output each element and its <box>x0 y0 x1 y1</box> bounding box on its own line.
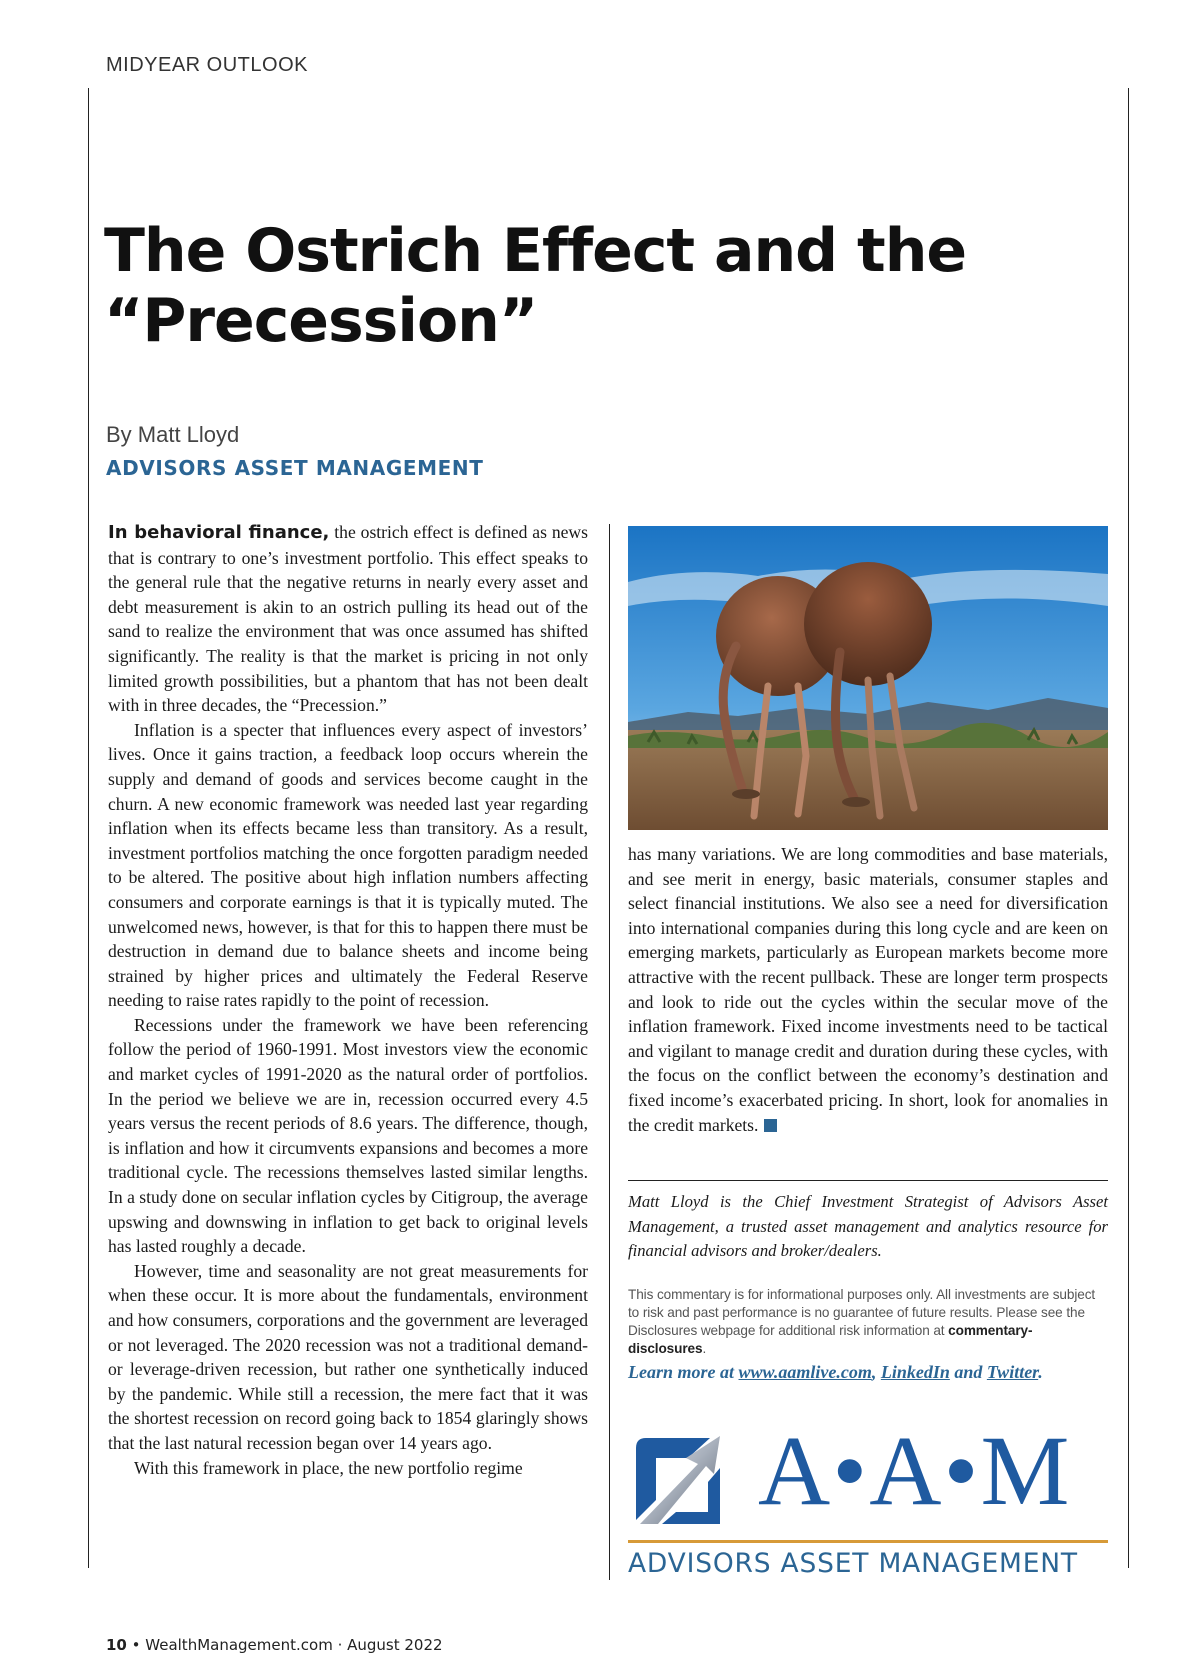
author-bio: Matt Lloyd is the Chief Investment Strategist of Advisors Asset Management, a trusted asset management and analytics resource for financial advisors and broker/dealers. <box>628 1192 1108 1261</box>
article-paragraph: However, time and seasonality are not great measurements for when these occur. It is more about the fundamentals, environment and how consumers, corporations and the government are leveraged or not leveraged. The 2020 recession was not a traditional demand- or leverage-driven recession, but rather one synthetically induced by the pandemic. While still a recession, the mere fact that it was the shortest recession on record going back to 1854 glaringly shows that the last natural recession began over 14 years ago. <box>108 1260 588 1453</box>
logo-letters: A•A•M <box>758 1415 1072 1526</box>
learn-more-line <box>628 1362 1108 1383</box>
paragraph-text: the ostrich effect is defined as news that is contrary to one’s investment portfolio. This effect speaks to the general rule that the negative returns in nearly every asset and debt measurement is akin to an ostrich pulling its head out of the sand to realize the environment that was once assumed has shifted significantly. The reality is that the market is pricing in not only limited growth possibilities, but a phantom that has not been dealt with in three decades, the “Precession.” <box>108 522 588 716</box>
footer-bullet: • <box>126 1636 146 1654</box>
end-of-article-mark <box>764 1119 777 1132</box>
article-paragraph: Recessions under the framework we have been referencing follow the period of 1960-1991. Most investors view the economic and market cycles of 1991-2020 as the natural order of portfolios. In the period we believe we are in, recession occurred every 4.5 years versus the recent periods of 8.6 years. The difference, though, is inflation and how it circumvents expansions and becomes a more traditional cycle. The recessions themselves lasted similar lengths. In a study done on secular inflation cycles by Citigroup, the average upswing and downswing in inflation to get back to original levels has lasted roughly a decade. <box>108 1014 588 1257</box>
section-label: MIDYEAR OUTLOOK <box>106 54 308 76</box>
logo-name: ADVISORS ASSET MANAGEMENT <box>628 1548 1078 1579</box>
left-margin-rule <box>88 88 89 1568</box>
article-paragraph: Inflation is a specter that influences every aspect of investors’ lives. Once it gains traction, a feedback loop occurs wherein the supply and demand of goods and services become caught in the churn. A new economic framework was needed last year regarding inflation when its effects became less than transitory. As a result, investment portfolios matching the once forgotten paradigm needed to be altered. The positive about high inflation numbers affecting consumers and corporate earnings is that it is typically muted. The unwelcomed news, however, is that for this to happen there must be destruction in demand due to balance sheets and income being strained by higher prices and ultimately the Federal Reserve needing to raise rates rapidly to the point of recession. <box>108 719 588 1011</box>
paragraph-text: has many variations. We are long commodities and base materials, and see merit in energy, basic materials, consumer staples and select financial institutions. We also see a need for diversification into international companies during this long cycle and are keen on emerging markets, particularly as European markets become more attractive with the recent pullback. These are longer term prospects and look to ride out the cycles within the secular move of the inflation framework. Fixed income investments need to be tactical and vigilant to manage credit and duration during these cycles, with the focus on the conflict between the economy’s destination and fixed income’s exacerbated pricing. In short, look for anomalies in the credit markets. <box>628 844 1108 1135</box>
page-number: 10 <box>106 1636 127 1654</box>
article-headline: The Ostrich Effect and the “Precession” <box>104 216 967 356</box>
learn-more-prefix: Learn more at <box>628 1362 739 1382</box>
article-column-left <box>108 520 588 1580</box>
article-paragraph: With this framework in place, the new portfolio regime <box>134 1457 523 1478</box>
bio-divider <box>628 1180 1108 1181</box>
author-company: ADVISORS ASSET MANAGEMENT <box>106 456 484 480</box>
publication-info: WealthManagement.com · August 2022 <box>145 1636 443 1654</box>
aam-logo <box>628 1415 1108 1584</box>
website-link[interactable]: www.aamlive.com <box>738 1362 872 1382</box>
disclaimer <box>628 1286 1108 1358</box>
article-column-right <box>628 842 1108 1137</box>
disclaimer-text: This commentary is for informational purposes only. All investments are subject to risk and past performance is no guarantee of future results. Please see the Disclosures webpage for additional risk information at <box>628 1287 1096 1338</box>
byline: By Matt Lloyd <box>106 422 240 447</box>
separator: , <box>871 1362 881 1382</box>
column-divider <box>609 524 610 1580</box>
ostrich-photo <box>628 526 1108 830</box>
page-footer <box>106 1636 443 1654</box>
right-margin-rule <box>1128 88 1129 1568</box>
separator: and <box>949 1362 987 1382</box>
article-paragraph <box>108 520 588 718</box>
logo-mark-icon <box>628 1428 728 1528</box>
lead-in: In behavioral finance, <box>108 522 330 543</box>
logo-rule <box>628 1540 1108 1543</box>
disclaimer-end: . <box>702 1341 707 1356</box>
article-paragraph-continued <box>628 842 1108 1137</box>
linkedin-link[interactable]: LinkedIn <box>880 1362 950 1382</box>
disclaimer-link[interactable]: commentary-disclosures <box>628 1323 1033 1356</box>
twitter-link[interactable]: Twitter <box>986 1362 1039 1382</box>
separator: . <box>1038 1362 1043 1382</box>
